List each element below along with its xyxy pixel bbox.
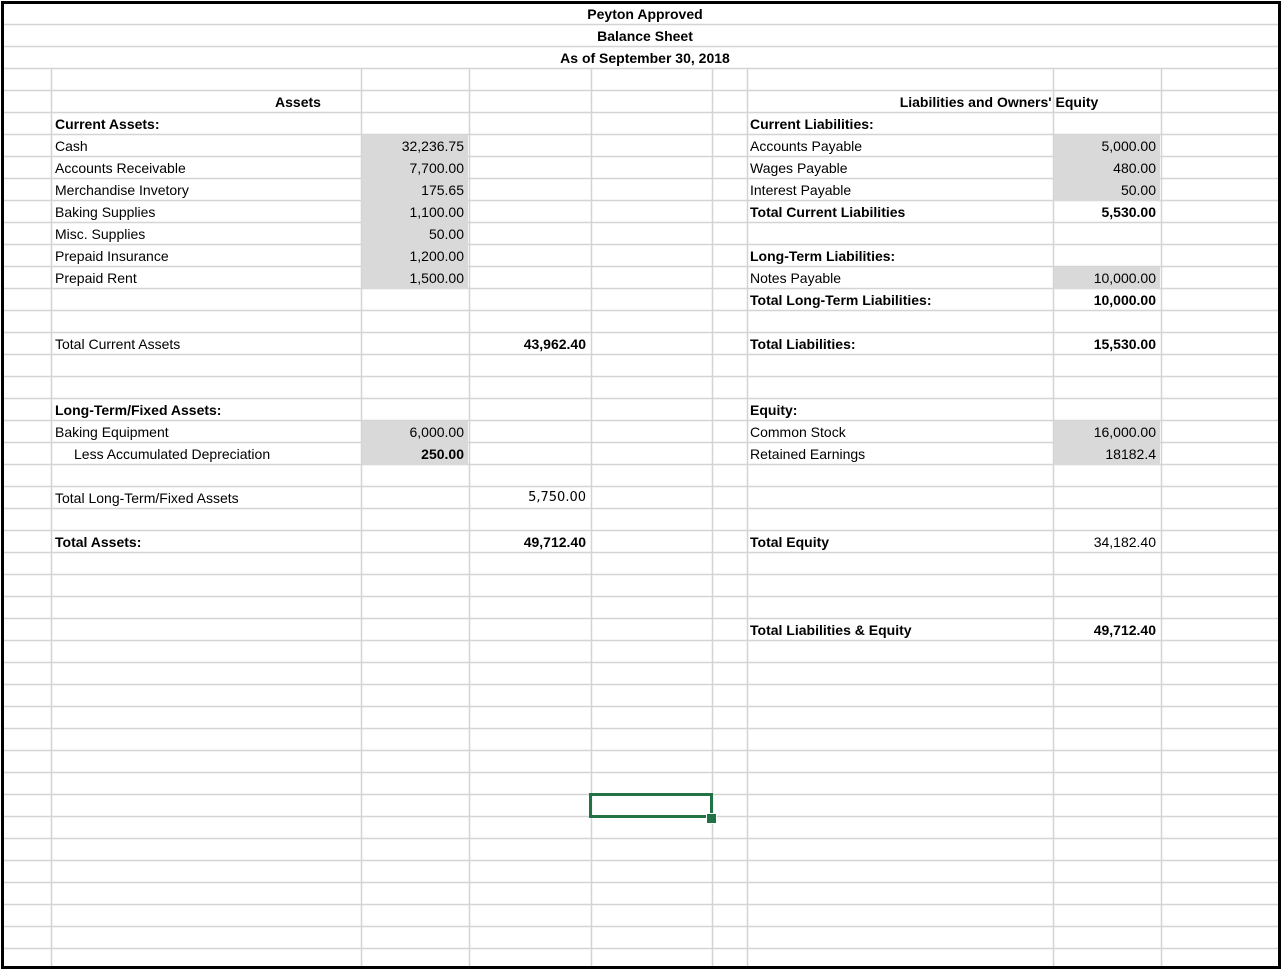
accounts-receivable-value[interactable]: 7,700.00 [362, 157, 468, 179]
interest-payable-value[interactable]: 50.00 [1054, 179, 1160, 201]
current-assets-label[interactable]: Current Assets: [55, 116, 160, 132]
total-long-term-liabilities-value[interactable]: 10,000.00 [1093, 292, 1156, 308]
statement-date[interactable]: As of September 30, 2018 [560, 50, 730, 66]
total-liabilities-equity-label[interactable]: Total Liabilities & Equity [750, 622, 912, 638]
total-fixed-assets-value[interactable]: 5,750.00 [528, 490, 586, 505]
total-liabilities-label[interactable]: Total Liabilities: [750, 336, 856, 352]
total-current-liabilities-value[interactable]: 5,530.00 [1101, 204, 1156, 220]
total-current-liabilities-label[interactable]: Total Current Liabilities [750, 204, 906, 220]
total-assets-value[interactable]: 49,712.40 [523, 534, 586, 550]
prepaid-insurance-label[interactable]: Prepaid Insurance [55, 248, 169, 264]
total-equity-label[interactable]: Total Equity [750, 534, 830, 550]
total-assets-label[interactable]: Total Assets: [55, 534, 142, 550]
accounts-receivable-label[interactable]: Accounts Receivable [55, 160, 186, 176]
retained-earnings-label[interactable]: Retained Earnings [750, 446, 866, 462]
notes-payable-label[interactable]: Notes Payable [750, 270, 842, 286]
liabilities-equity-heading[interactable]: Liabilities and Owners' Equity [899, 94, 1099, 110]
company-name[interactable]: Peyton Approved [587, 6, 703, 22]
total-liabilities-value[interactable]: 15,530.00 [1093, 336, 1156, 352]
total-fixed-assets-label[interactable]: Total Long-Term/Fixed Assets [55, 490, 239, 506]
notes-payable-value[interactable]: 10,000.00 [1054, 267, 1160, 289]
prepaid-insurance-value[interactable]: 1,200.00 [362, 245, 468, 267]
accumulated-depreciation-value[interactable]: 250.00 [362, 443, 468, 465]
merchandise-inventory-value[interactable]: 175.65 [362, 179, 468, 201]
cash-label[interactable]: Cash [55, 138, 88, 154]
fixed-assets-label[interactable]: Long-Term/Fixed Assets: [55, 402, 222, 418]
statement-title[interactable]: Balance Sheet [597, 28, 693, 44]
equity-label[interactable]: Equity: [750, 402, 798, 418]
accounts-payable-value[interactable]: 5,000.00 [1054, 135, 1160, 157]
long-term-liabilities-label[interactable]: Long-Term Liabilities: [750, 248, 896, 264]
assets-heading[interactable]: Assets [275, 94, 321, 110]
interest-payable-label[interactable]: Interest Payable [750, 182, 852, 198]
misc-supplies-label[interactable]: Misc. Supplies [55, 226, 146, 242]
prepaid-rent-label[interactable]: Prepaid Rent [55, 270, 137, 286]
accounts-payable-label[interactable]: Accounts Payable [750, 138, 863, 154]
wages-payable-value[interactable]: 480.00 [1054, 157, 1160, 179]
baking-equipment-label[interactable]: Baking Equipment [55, 424, 169, 440]
total-liabilities-equity-value[interactable]: 49,712.40 [1093, 622, 1156, 638]
merchandise-inventory-label[interactable]: Merchandise Invetory [55, 182, 189, 198]
baking-equipment-value[interactable]: 6,000.00 [362, 421, 468, 443]
common-stock-value[interactable]: 16,000.00 [1054, 421, 1160, 443]
active-cell-selection[interactable] [589, 793, 713, 818]
baking-supplies-value[interactable]: 1,100.00 [362, 201, 468, 223]
total-equity-value[interactable]: 34,182.40 [1093, 534, 1156, 550]
fill-handle[interactable] [706, 813, 717, 824]
retained-earnings-value[interactable]: 18182.4 [1054, 443, 1160, 465]
total-current-assets-value[interactable]: 43,962.40 [523, 336, 586, 352]
baking-supplies-label[interactable]: Baking Supplies [55, 204, 156, 220]
wages-payable-label[interactable]: Wages Payable [750, 160, 848, 176]
accumulated-depreciation-label[interactable]: Less Accumulated Depreciation [74, 446, 271, 462]
total-long-term-liabilities-label[interactable]: Total Long-Term Liabilities: [750, 292, 932, 308]
misc-supplies-value[interactable]: 50.00 [362, 223, 468, 245]
total-current-assets-label[interactable]: Total Current Assets [55, 336, 181, 352]
current-liabilities-label[interactable]: Current Liabilities: [750, 116, 874, 132]
prepaid-rent-value[interactable]: 1,500.00 [362, 267, 468, 289]
common-stock-label[interactable]: Common Stock [750, 424, 846, 440]
cash-value[interactable]: 32,236.75 [362, 135, 468, 157]
